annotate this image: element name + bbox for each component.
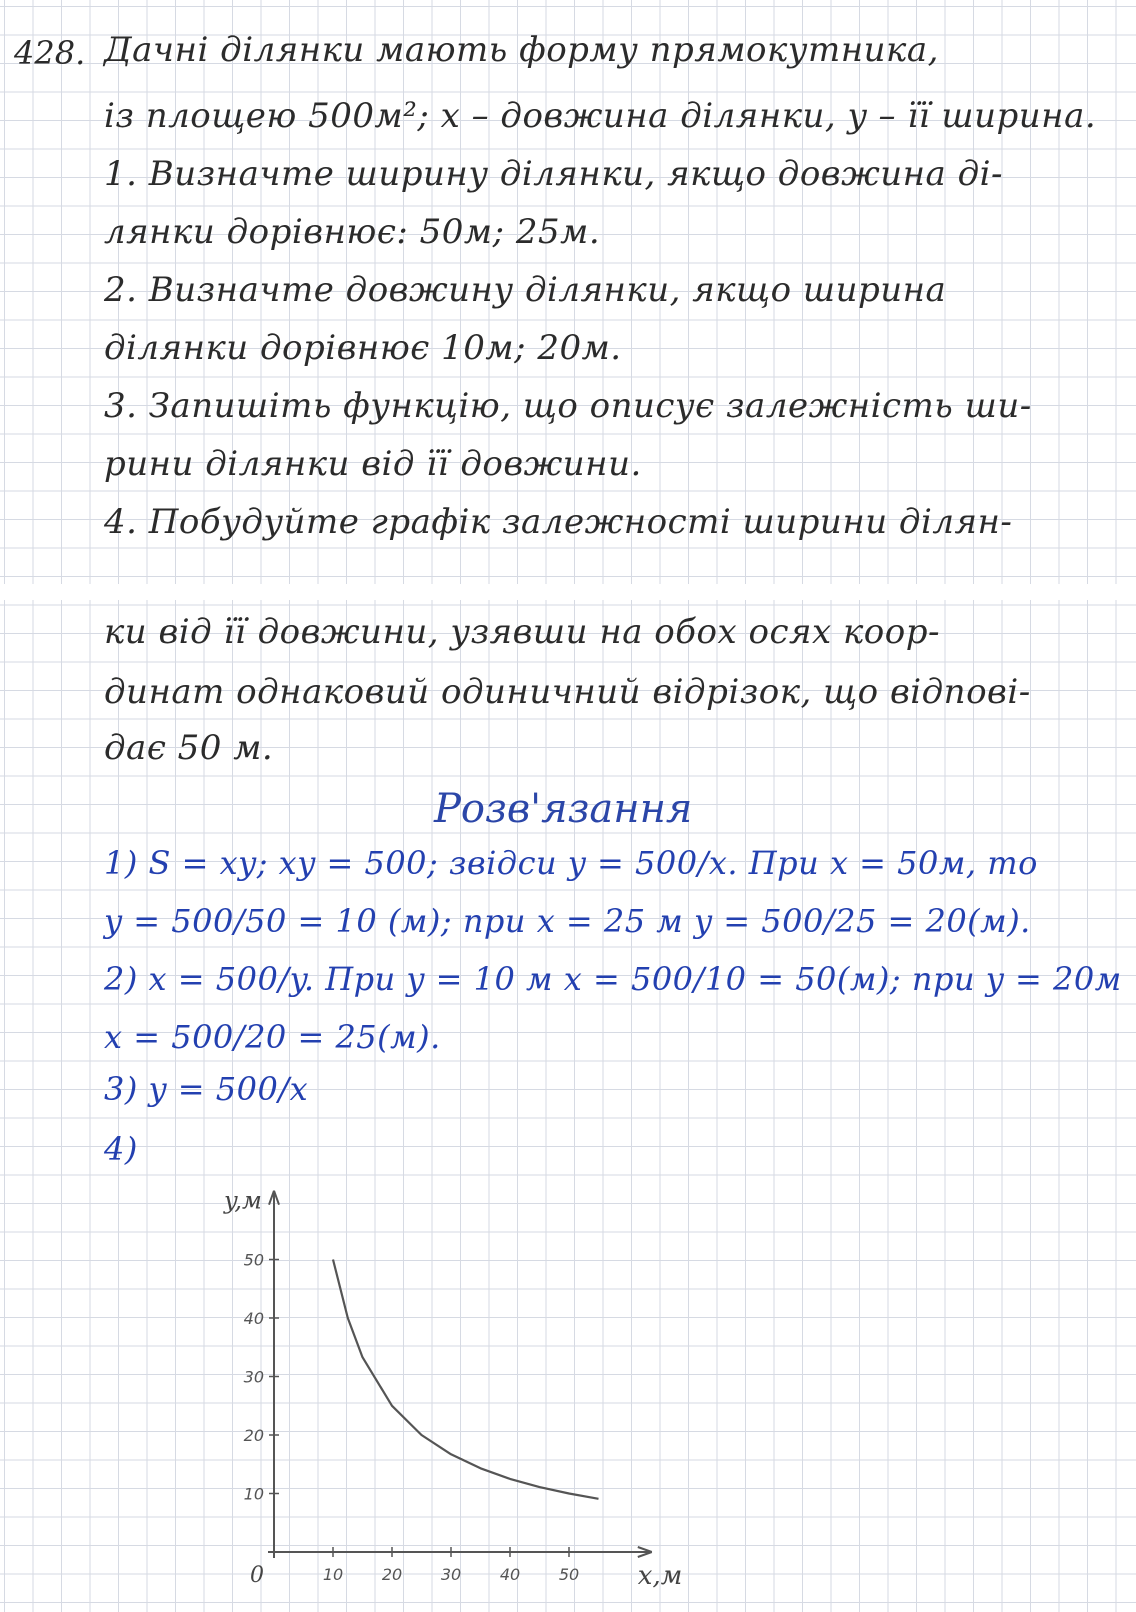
x-axis-label: x,м xyxy=(637,1561,683,1591)
problem-line: лянки дорівнює: 50м; 25м. xyxy=(104,212,601,252)
continuation-line: ки від її довжини, узявши на обох осях коор- xyxy=(104,612,940,652)
solution-line: x = 500/20 = 25(м). xyxy=(104,1018,441,1056)
solution-line: 3) y = 500/x xyxy=(104,1070,309,1108)
problem-line: рини ділянки від її довжини. xyxy=(104,444,642,484)
y-tick-label: 10 xyxy=(243,1484,264,1504)
problem-line: із площею 500м²; x – довжина ділянки, y – її ширина. xyxy=(104,96,1097,136)
problem-number: 428. xyxy=(14,34,86,72)
solution-line: 2) x = 500/y. При y = 10 м x = 500/10 = 50(м); при y = 20м xyxy=(104,960,1122,998)
x-tick-label: 40 xyxy=(499,1565,521,1584)
x-tick-label: 10 xyxy=(322,1565,344,1584)
y-tick-label: 20 xyxy=(243,1426,264,1445)
hyperbola-curve xyxy=(333,1260,599,1499)
x-tick-label: 20 xyxy=(381,1565,403,1584)
y-tick-label: 30 xyxy=(243,1367,264,1387)
continuation-line: динат однаковий одиничний відрізок, що відпові- xyxy=(104,672,1031,712)
solution-line: 4) xyxy=(104,1130,138,1168)
problem-line: 3. Запишіть функцію, що описує залежність ши- xyxy=(104,386,1032,426)
x-tick-label: 30 xyxy=(440,1565,462,1584)
y-axis-label: y,м xyxy=(224,1186,262,1215)
problem-line: 2. Визначте довжину ділянки, якщо ширина xyxy=(104,270,947,310)
y-tick-label: 40 xyxy=(243,1309,264,1328)
x-tick-label: 50 xyxy=(558,1565,580,1584)
problem-line: 1. Визначте ширину ділянки, якщо довжина ді- xyxy=(104,154,1004,194)
origin-label: 0 xyxy=(250,1563,264,1588)
problem-line: Дачні ділянки мають форму прямокутника, xyxy=(104,30,939,70)
problem-line: ділянки дорівнює 10м; 20м. xyxy=(104,328,622,368)
solution-line: 1) S = xy; xy = 500; звідси y = 500/x. При x = 50м, то xyxy=(104,844,1038,882)
solution-line: y = 500/50 = 10 (м); при x = 25 м y = 500/25 = 20(м). xyxy=(104,902,1031,940)
y-tick-label: 50 xyxy=(243,1250,264,1270)
problem-line: 4. Побудуйте графік залежності ширини ділян- xyxy=(104,502,1013,542)
continuation-line: дає 50 м. xyxy=(104,728,274,768)
solution-heading: Розв'язання xyxy=(434,786,693,832)
